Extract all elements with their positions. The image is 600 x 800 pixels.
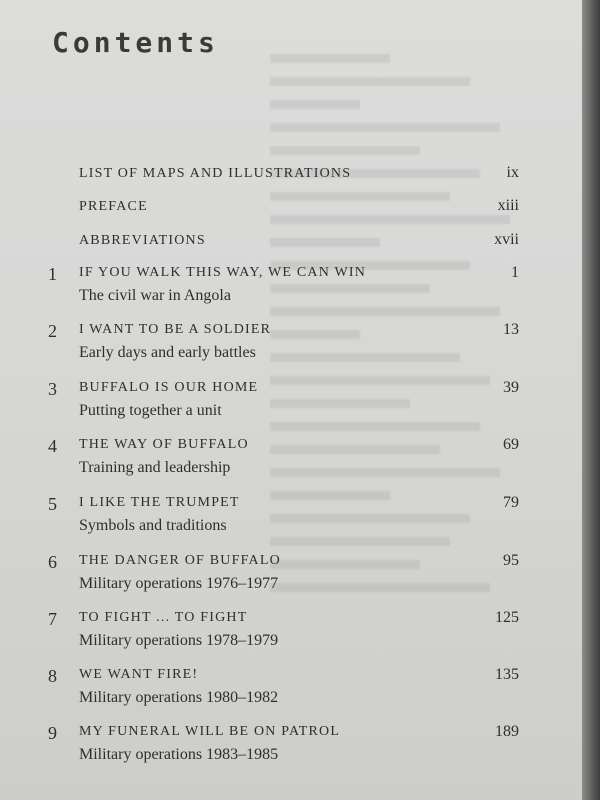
chapter-subtitle: Training and leadership — [79, 459, 231, 476]
chapter-title: MY FUNERAL WILL BE ON PATROL — [79, 724, 341, 739]
chapter-subtitle: Military operations 1980–1982 — [79, 689, 279, 706]
chapter-subtitle: Military operations 1983–1985 — [79, 746, 279, 763]
chapter-number: 2 — [48, 321, 57, 341]
chapter-entry — [48, 380, 519, 430]
chapter-subtitle: The civil war in Angola — [79, 287, 231, 304]
chapter-page: 39 — [503, 379, 519, 396]
chapter-page: 189 — [495, 723, 519, 740]
chapter-subtitle: Military operations 1978–1979 — [79, 632, 279, 649]
chapter-number: 3 — [48, 379, 57, 399]
front-matter-row — [79, 164, 519, 184]
front-matter-title: PREFACE — [79, 199, 148, 214]
chapter-title: I LIKE THE TRUMPET — [79, 495, 240, 510]
chapter-entry — [48, 667, 519, 717]
contents-heading: Contents — [52, 26, 219, 59]
chapter-title: THE WAY OF BUFFALO — [79, 437, 249, 452]
chapter-title: WE WANT FIRE! — [79, 667, 199, 682]
chapter-entry — [48, 610, 519, 660]
chapter-number: 6 — [48, 552, 57, 572]
chapter-title: TO FIGHT ... TO FIGHT — [79, 610, 248, 625]
chapter-page: 1 — [511, 264, 519, 281]
chapter-page: 95 — [503, 552, 519, 569]
chapter-entry — [48, 495, 519, 545]
chapter-entry — [48, 724, 519, 774]
chapter-page: 125 — [495, 609, 519, 626]
chapter-title: IF YOU WALK THIS WAY, WE CAN WIN — [79, 265, 367, 280]
chapter-number: 8 — [48, 666, 57, 686]
front-matter-page: ix — [506, 164, 519, 181]
front-matter-title: LIST OF MAPS AND ILLUSTRATIONS — [79, 166, 352, 181]
front-matter-row — [79, 231, 519, 251]
chapter-subtitle: Putting together a unit — [79, 402, 222, 419]
chapter-number: 4 — [48, 436, 57, 456]
chapter-title: THE DANGER OF BUFFALO — [79, 553, 281, 568]
chapter-number: 9 — [48, 723, 57, 743]
chapter-title: BUFFALO IS OUR HOME — [79, 380, 259, 395]
chapter-page: 79 — [503, 494, 519, 511]
chapter-page: 135 — [495, 666, 519, 683]
book-edge — [582, 0, 600, 800]
front-matter-title: ABBREVIATIONS — [79, 233, 206, 248]
chapter-page: 13 — [503, 321, 519, 338]
chapter-entry — [48, 553, 519, 603]
chapter-entry — [48, 265, 519, 315]
chapter-subtitle: Military operations 1976–1977 — [79, 575, 279, 592]
chapter-number: 5 — [48, 494, 57, 514]
front-matter-row — [79, 197, 519, 217]
chapter-entry — [48, 322, 519, 372]
chapter-title: I WANT TO BE A SOLDIER — [79, 322, 272, 337]
chapter-page: 69 — [503, 436, 519, 453]
front-matter-page: xiii — [497, 197, 519, 214]
chapter-number: 7 — [48, 609, 57, 629]
chapter-subtitle: Early days and early battles — [79, 344, 256, 361]
chapter-entry — [48, 437, 519, 487]
front-matter-page: xvii — [494, 231, 519, 248]
chapter-subtitle: Symbols and traditions — [79, 517, 227, 534]
chapter-number: 1 — [48, 264, 57, 284]
